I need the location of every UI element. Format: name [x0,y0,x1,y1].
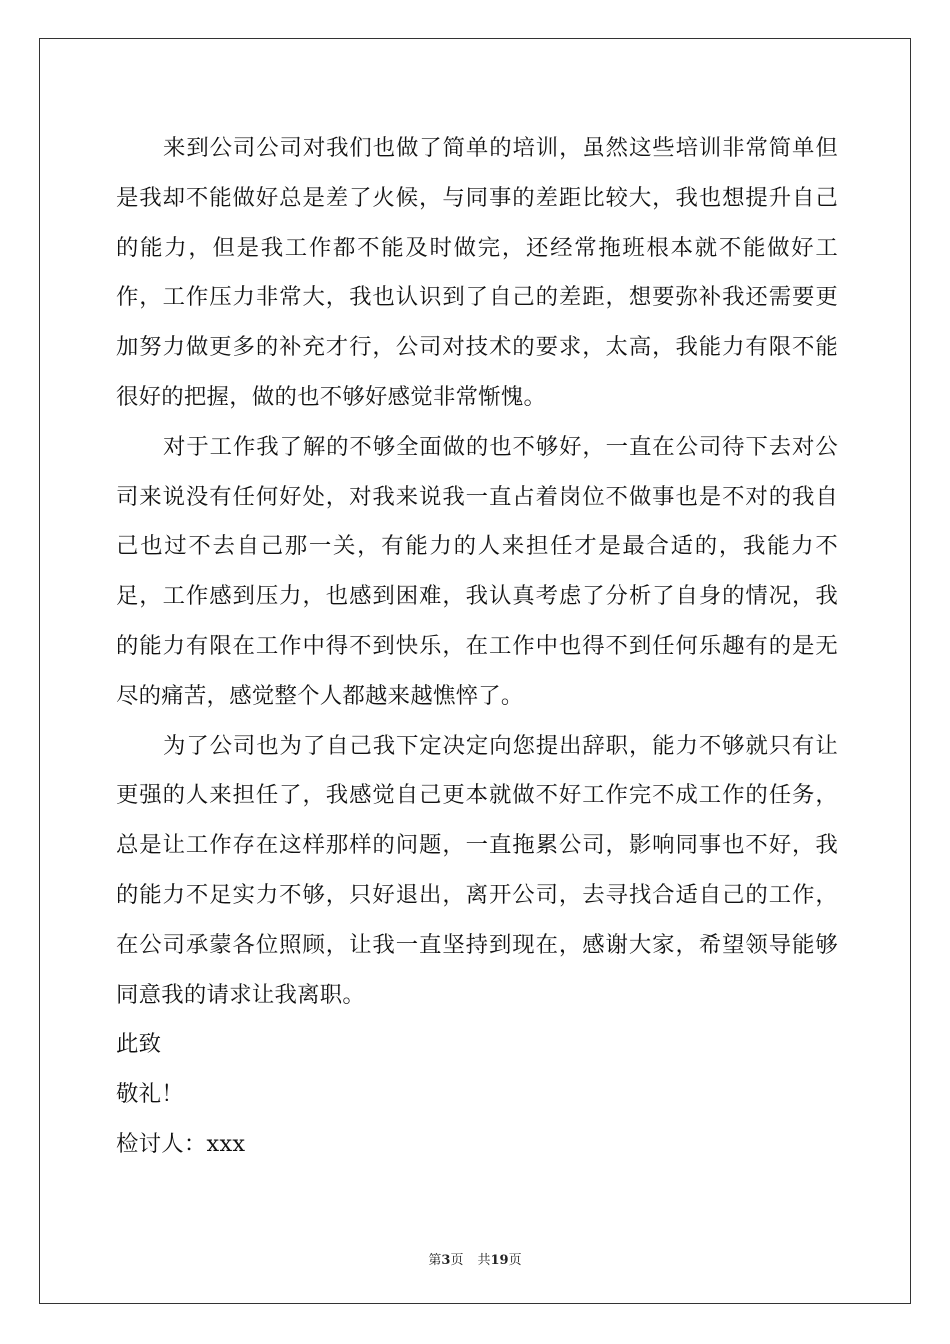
current-page-number: 3 [441,1253,451,1268]
closing-regards: 敬礼！ [116,1081,184,1108]
signature: 检讨人：xxx [116,1130,246,1157]
paragraph-1: 来到公司公司对我们也做了简单的培训，虽然这些培训非常简单但是我却不能做好总是差了火候，与同事的差距比较大，我也想提升自己的能力，但是我工作都不能及时做完，还经常拖班根本就不能做好工作，工作压力非常大，我也认识到了自己的差距，想要弥补我还需要更加努力做更多的补充才行，公司对技术的要求，太高，我能力有限不能很好的把握，做的也不够好感觉非常惭愧。 [116,135,838,410]
page-suffix: 页 [450,1253,464,1268]
total-page-count: 19 [490,1253,509,1268]
total-prefix: 共 [477,1253,491,1268]
paragraph-2: 对于工作我了解的不够全面做的也不够好，一直在公司待下去对公司来说没有任何好处，对我来说我一直占着岗位不做事也是不对的我自己也过不去自己那一关，有能力的人来担任才是最合适的，我能力不足，工作感到压力，也感到困难，我认真考虑了分析了自身的情况，我的能力有限在工作中得不到快乐，在工作中也得不到任何乐趣有的是无尽的痛苦，感觉整个人都越来越憔悴了。 [116,433,838,709]
document-body [116,124,838,1170]
page-prefix: 第 [428,1253,442,1268]
paragraph-3: 为了公司也为了自己我下定决定向您提出辞职，能力不够就只有让更强的人来担任了，我感觉自己更本就做不好工作完不成工作的任务，总是让工作存在这样那样的问题，一直拖累公司，影响同事也不好，我的能力不足实力不够，只好退出，离开公司，去寻找合适自己的工作，在公司承蒙各位照顾，让我一直坚持到现在，感谢大家，希望领导能够同意我的请求让我离职。 [116,732,838,1008]
total-suffix: 页 [508,1253,522,1268]
page-footer [0,1249,950,1268]
closing-salutation: 此致 [116,1031,162,1058]
